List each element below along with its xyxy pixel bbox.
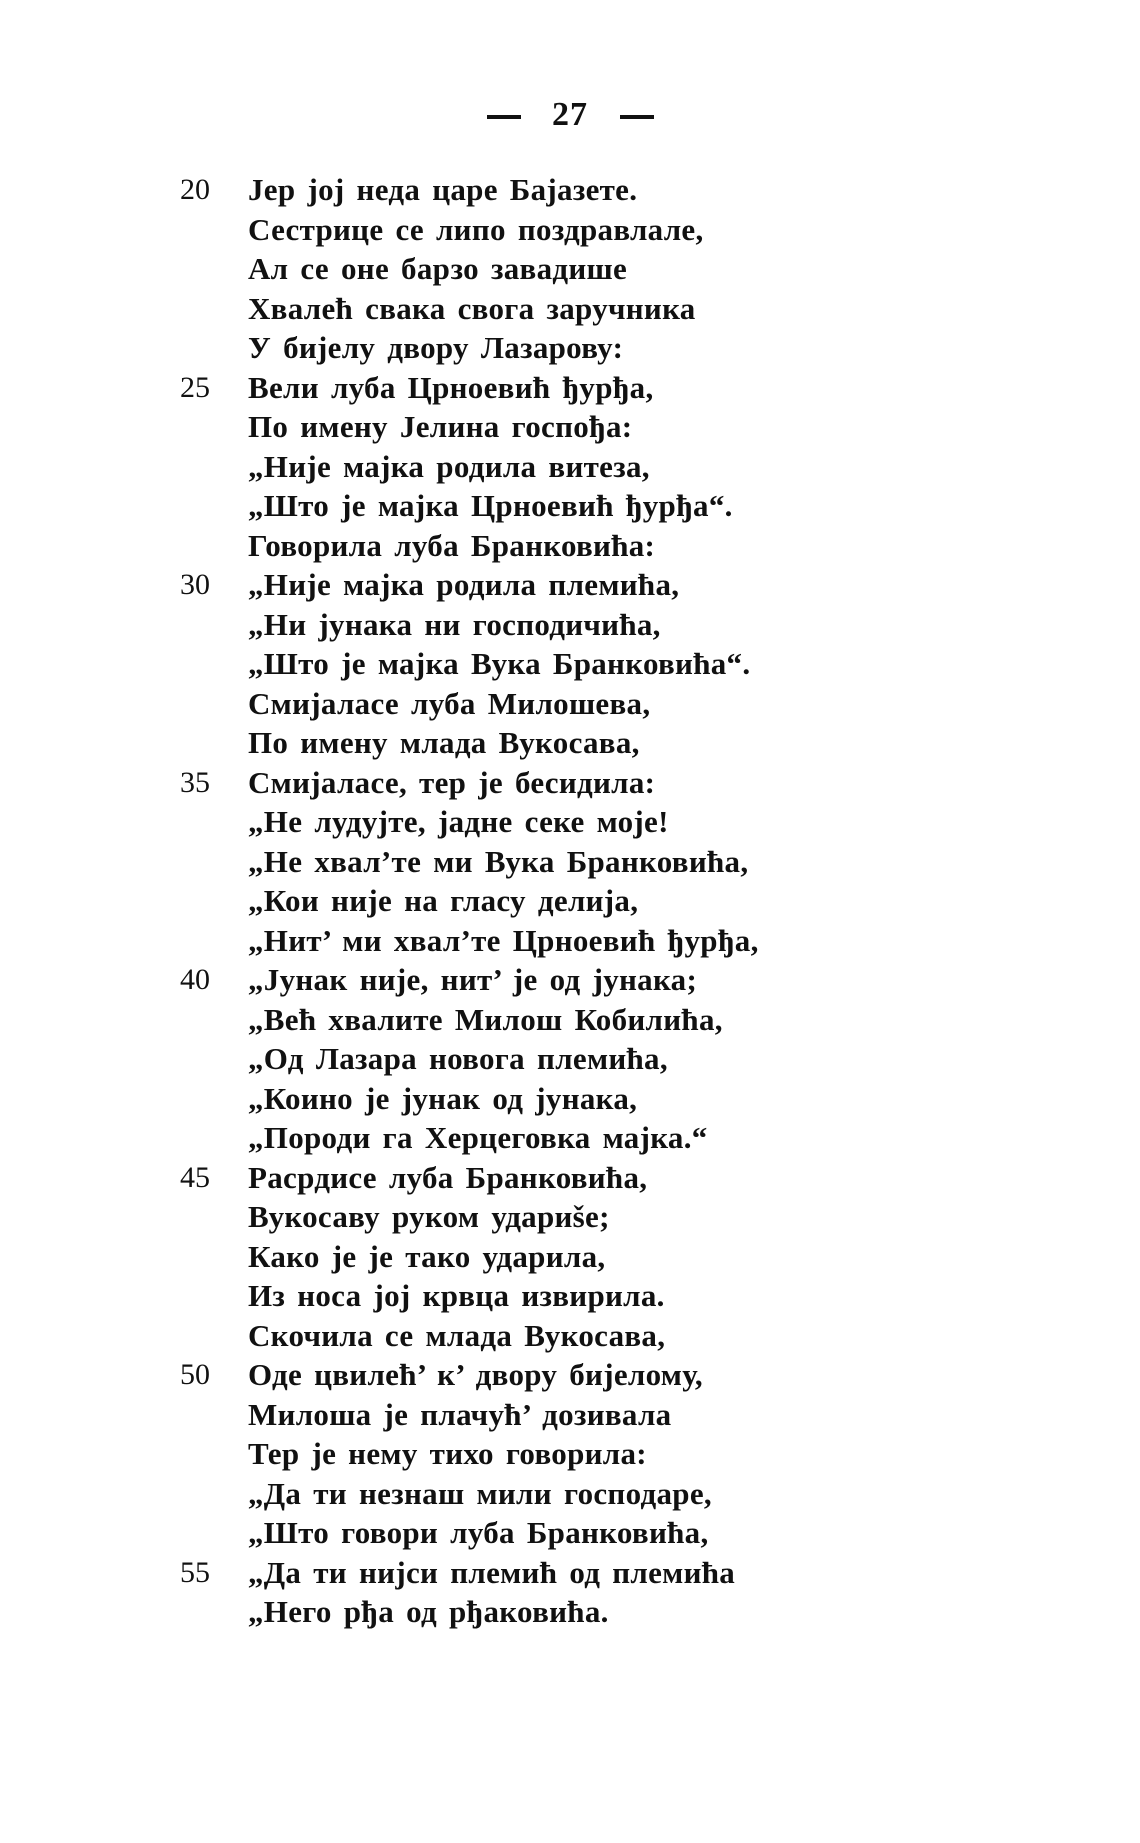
line-number: 55	[180, 1555, 210, 1589]
verse-text: Скочила се млада Вукосава,	[248, 1317, 666, 1353]
verse-line	[0, 526, 1140, 566]
verse-line	[0, 1118, 1140, 1158]
verse-text: „Јунак није, нит’ је од јунака;	[248, 962, 698, 997]
verse-text: По имену Јелина госпођа:	[248, 409, 633, 444]
verse-text: Јер јој неда царе Бајазете.	[248, 172, 638, 207]
line-number: 35	[180, 765, 210, 799]
verse-text: Смијаласе луба Милошева,	[248, 685, 651, 721]
verse-line	[0, 1079, 1140, 1119]
verse-line	[0, 170, 1140, 210]
verse-text: Вели луба Црноевић ђурђа,	[248, 369, 654, 405]
verse-line	[0, 1553, 1140, 1593]
verse-line	[0, 289, 1140, 329]
verse-line	[0, 1000, 1140, 1040]
verse-line	[0, 842, 1140, 882]
verse-text: „Нит’ ми хвал’те Црноевић ђурђа,	[248, 922, 759, 958]
verse-line	[0, 1276, 1140, 1316]
verse-line	[0, 1395, 1140, 1435]
verse-text: Како је је тако ударила,	[248, 1238, 606, 1274]
header-dash-right	[620, 115, 654, 119]
verse-line	[0, 684, 1140, 724]
verse-line	[0, 644, 1140, 684]
verse-line	[0, 723, 1140, 763]
line-number: 45	[180, 1160, 210, 1194]
verse-text: „Што је мајка Црноевић ђурђа“.	[248, 488, 733, 523]
verse-text: По имену млада Вукосава,	[248, 725, 640, 760]
verse-line	[0, 881, 1140, 921]
verse-text: „Коино је јунак од јунака,	[248, 1080, 638, 1116]
verse-text: Ал се оне барзо завадише	[248, 251, 628, 286]
verse-text: „Није мајка родила витеза,	[248, 448, 650, 484]
verse-line	[0, 1039, 1140, 1079]
verse-line	[0, 802, 1140, 842]
verse-text: „Да ти незнаш мили господаре,	[248, 1475, 712, 1511]
verse-line	[0, 1434, 1140, 1474]
verse-text: Говорила луба Бранковића:	[248, 527, 656, 563]
verse-text: „Породи га Херцеговка мајка.“	[248, 1120, 708, 1155]
verse-line	[0, 565, 1140, 605]
verse-line	[0, 1197, 1140, 1237]
verse-line	[0, 960, 1140, 1000]
line-number: 30	[180, 568, 210, 601]
verse-line	[0, 605, 1140, 645]
verse-line	[0, 1158, 1140, 1198]
verse-text: „Не хвал’те ми Вука Бранковића,	[248, 843, 749, 879]
page-header	[0, 96, 1140, 134]
verse-text: „Кои није на гласу делија,	[248, 883, 639, 918]
verse-text: „Ни јунака ни господичића,	[248, 606, 661, 642]
verse-line	[0, 407, 1140, 447]
verse-line	[0, 447, 1140, 487]
verse-line	[0, 1592, 1140, 1632]
verse-line	[0, 1513, 1140, 1553]
verse-text: „Од Лазара новога племића,	[248, 1041, 668, 1076]
verse-text: „Него рђа од рђаковића.	[248, 1594, 609, 1629]
verse-text: Вукосаву руком удариše;	[248, 1199, 610, 1234]
verse-text: „Да ти нијси племић од племића	[248, 1554, 736, 1590]
verse-text: Сестрице се липо поздравлале,	[248, 211, 704, 247]
page-number: 27	[552, 96, 588, 133]
verse-line	[0, 328, 1140, 368]
verse-line	[0, 486, 1140, 526]
verse-line	[0, 1355, 1140, 1395]
verse-line	[0, 1237, 1140, 1277]
verse-line	[0, 763, 1140, 803]
verse-text: „Што говори луба Бранковића,	[248, 1515, 709, 1550]
verse-text: „Већ хвалите Милош Кобилића,	[248, 1001, 723, 1037]
verse-text: „Што је мајка Вука Бранковића“.	[248, 646, 751, 681]
verse-text: Тер је нему тихо говорила:	[248, 1436, 647, 1471]
verse-text: „Не лудујте, јадне секе моје!	[248, 804, 669, 839]
verse-line	[0, 249, 1140, 289]
verse-text: Оде цвилећ’ к’ двору бијелому,	[248, 1357, 703, 1392]
line-number: 20	[180, 173, 210, 206]
verse-line	[0, 921, 1140, 961]
verse-line	[0, 368, 1140, 408]
line-number: 40	[180, 963, 210, 996]
line-number: 50	[180, 1358, 210, 1391]
verse-text: Хвалећ свака свога заручника	[248, 290, 696, 326]
verse-text: „Није мајка родила племића,	[248, 567, 680, 602]
verse-text: Милоша је плачућ’ дозивала	[248, 1396, 672, 1432]
verse-text: У бијелу двору Лазарову:	[248, 330, 624, 365]
verse-text: Из носа јој крвца извирила.	[248, 1278, 665, 1313]
line-number: 25	[180, 370, 210, 404]
header-dash-left	[487, 115, 521, 119]
verse-block	[0, 170, 1140, 1632]
verse-line	[0, 1316, 1140, 1356]
verse-line	[0, 210, 1140, 250]
verse-text: Расрдисе луба Бранковића,	[248, 1159, 648, 1195]
verse-text: Смијаласе, тер је бесидила:	[248, 764, 656, 800]
verse-line	[0, 1474, 1140, 1514]
